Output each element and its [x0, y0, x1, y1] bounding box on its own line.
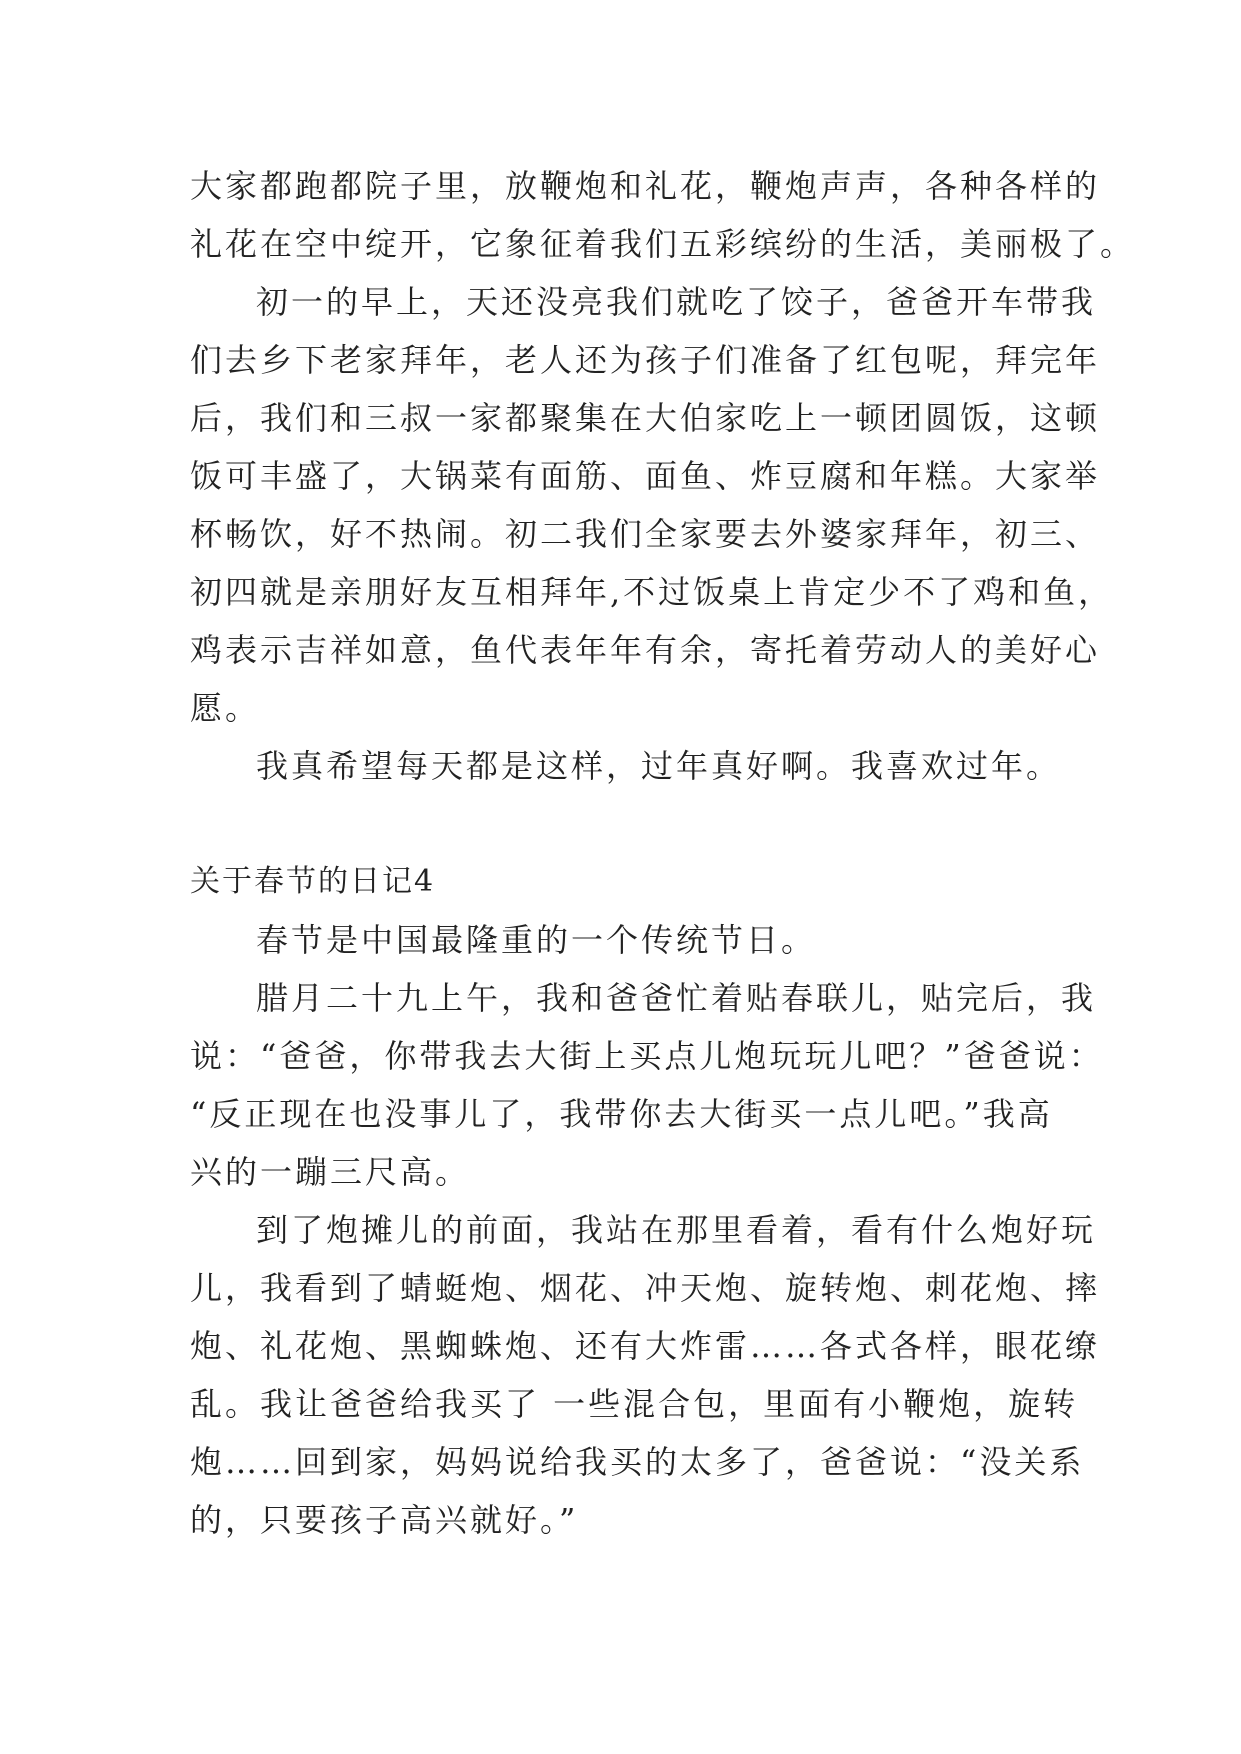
text-line: 大家都跑都院子里，放鞭炮和礼花，鞭炮声声，各种各样的	[190, 167, 1101, 205]
text-line: 愿。	[190, 689, 261, 727]
text-line: 说：“爸爸，你带我去大街上买点儿炮玩玩儿吧？”爸爸说：	[190, 1037, 1104, 1075]
text-line: 到了炮摊儿的前面，我站在那里看着，看有什么炮好玩	[256, 1211, 1097, 1249]
text-line: 春节是中国最隆重的一个传统节日。	[256, 921, 817, 959]
text-line: 我真希望每天都是这样，过年真好啊。我喜欢过年。	[256, 747, 1062, 785]
section-title: 关于春节的日记4	[190, 864, 436, 899]
text-line: 礼花在空中绽开，它象征着我们五彩缤纷的生活，美丽极了。	[190, 225, 1136, 263]
text-line: 后，我们和三叔一家都聚集在大伯家吃上一顿团圆饭，这顿	[190, 399, 1101, 437]
text-line: 兴的一蹦三尺高。	[190, 1153, 471, 1191]
text-line: 杯畅饮，好不热闹。初二我们全家要去外婆家拜年，初三、	[190, 515, 1101, 553]
text-line: 的，只要孩子高兴就好。”	[190, 1501, 579, 1539]
text-line: 初一的早上，天还没亮我们就吃了饺子，爸爸开车带我	[256, 283, 1097, 321]
text-line: 鸡表示吉祥如意，鱼代表年年有余，寄托着劳动人的美好心	[190, 631, 1101, 669]
text-line: “反正现在也没事儿了，我带你去大街买一点儿吧。”我高	[190, 1095, 1053, 1133]
text-line: 儿，我看到了蜻蜓炮、烟花、冲天炮、旋转炮、刺花炮、摔	[190, 1269, 1101, 1307]
text-line: 腊月二十九上午，我和爸爸忙着贴春联儿，贴完后，我	[256, 979, 1097, 1017]
text-line: 乱。我让爸爸给我买了 一些混合包，里面有小鞭炮，旋转	[190, 1385, 1079, 1423]
text-line: 饭可丰盛了，大锅菜有面筋、面鱼、炸豆腐和年糕。大家举	[190, 457, 1101, 495]
text-line: 们去乡下老家拜年，老人还为孩子们准备了红包呢，拜完年	[190, 341, 1101, 379]
text-line: 炮、礼花炮、黑蜘蛛炮、还有大炸雷……各式各样，眼花缭	[190, 1327, 1101, 1365]
text-line: 炮……回到家，妈妈说给我买的太多了，爸爸说：“没关系	[190, 1443, 1085, 1481]
text-line: 初四就是亲朋好友互相拜年,不过饭桌上肯定少不了鸡和鱼，	[190, 573, 1114, 611]
